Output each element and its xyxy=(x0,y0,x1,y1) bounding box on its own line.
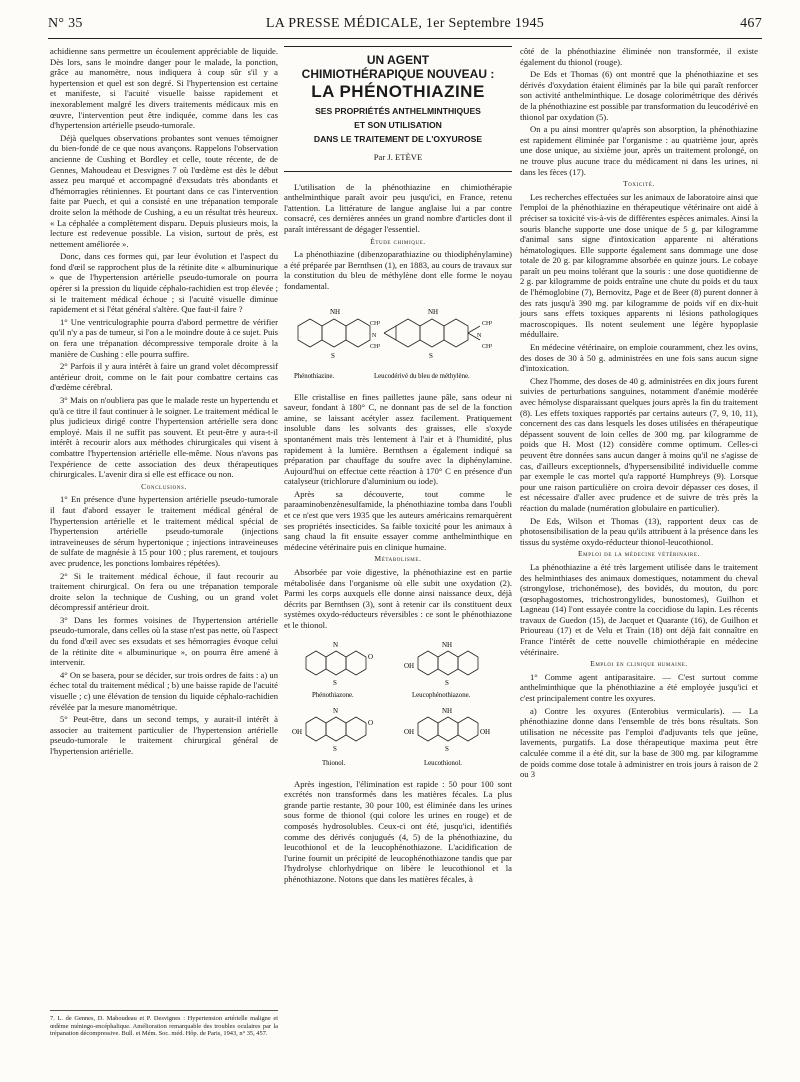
paragraph: Chez l'homme, des doses de 40 g. administrées en dix jours furent suivies de perturbations sanguines, notamment d'anémie modérée avec hémolyse disparaissant quelques jours après la fin du traitement (8). Les effets toxiques rapportés par certains auteurs (7, 9, 10, 11), concernent des cas dans lesquels les doses utilisées en thérapeutique dépassent souvent de loin celles de 300 mg. par kilogramme de poids que H. Most (12) considère comme optimum. Celles-ci peuvent être données sans aucun danger à moins qu'il ne s'agisse de cas, d'ailleurs exceptionnels, d'hypersensibilité individuelle comme par exemple le cas mortel qu'a rapporté Humphreys (9). Lorsque pour une raison particulière on croira devoir dépasser ces doses, il est nécessaire d'aller avec prudence et de suivre de très près la réaction du malade (numération globulaire en particulier). xyxy=(520,375,758,513)
chemical-structures-oxidation-products xyxy=(284,635,512,775)
page-number: 467 xyxy=(740,16,762,31)
svg-text:S: S xyxy=(333,744,337,753)
paragraph: achidienne sans permettre un écoulement appréciable de liquide. Dès lors, sans le moindre danger pour le malade, la ponction, grâce au manomètre, nous indiquera à coup sûr s'il y a hypertension et quel est son degré. Si l'hypertension est certaine et manifeste, si l'acuité visuelle baisse rapidement et inexorablement malgré les divers traitements médicaux mis en œuvre, l'intervention peut être indiquée, comme dans les cas d'hypertension artérielle pseudo-tumorale. xyxy=(50,46,278,131)
svg-text:S: S xyxy=(331,351,335,360)
paragraph: Absorbée par voie digestive, la phénothiazine est en partie métabolisée dans l'organisme où elle subit une oxydation (2). Parmi les corps auxquels elle donne ainsi naissance deux, déjà décrits par Bernthsen (3), sont à retenir car ils constituent deux systèmes oxydo-réducteurs réversibles : ce sont le phénothiazone et le thionol. xyxy=(284,567,512,630)
svg-text:S: S xyxy=(445,744,449,753)
article-author: Par J. ETÈVE xyxy=(373,152,423,162)
journal-title: LA PRESSE MÉDICALE, 1er Septembre 1945 xyxy=(265,16,545,31)
caption-leucoderive: Leucodérivé du bleu de méthylène. xyxy=(374,372,470,380)
paragraph: En médecine vétérinaire, on emploie couramment, chez les ovins, des doses de 30 à 50 g. administrées en une fois sans aucun signe d'intoxication. xyxy=(520,342,758,374)
svg-text:CH³: CH³ xyxy=(370,320,381,327)
paragraph: Déjà quelques observations probantes sont venues témoigner du bien-fondé de ce que nous avançons. Rappelons l'observation ancienne de Cushing et Bordley et celle, toute récente, de de Gennes, Mahoudeau et Desvignes 7 où l'œdème est dès le début assez peu marqué et accompagné d'exsudats très abondants et d'hémorragies rétiniennes. Et pourtant dans ce cas l'intervention faite par Puech, et qui a consisté en une trépanation temporale droite selon la méthode de Cushing, a eu un résultat très heureux. « La céphalée a complètement disparu. Depuis plusieurs mois, la lecture est redevenue possible. La vision, surtout de près, est nettement améliorée ». xyxy=(50,132,278,249)
svg-text:CH³: CH³ xyxy=(482,343,493,350)
svg-text:NH: NH xyxy=(442,706,453,715)
svg-text:O: O xyxy=(368,718,374,727)
svg-text:N: N xyxy=(372,332,377,339)
svg-text:S: S xyxy=(429,351,433,360)
paragraph: 3° Mais on n'oubliera pas que le malade reste un hypertendu et qu'à ce titre il faut continuer à le soigner. Le traitement médical le plus judicieux dirigé contre l'hypertension artérielle sera donc employé. Mais il ne suffit pas souvent. Et peut-être y aura-t-il intérêt à recourir alors aux méthodes chirurgicales qui visent à combattre l'hypertension artérielle elle-même. Nous n'avons pas l'expérience de cette association des deux thérapeutiques chirurgicales. L'avenir dira si elle est efficace ou non. xyxy=(50,395,278,480)
paragraph: De Eds, Wilson et Thomas (13), rapportent deux cas de photosensibilisation de la peau qu'ils attribuent à la présence dans les tissus du système oxydo-réducteur thionol-leucothionol. xyxy=(520,515,758,547)
svg-text:CH³: CH³ xyxy=(482,320,493,327)
paragraph: 1° Comme agent antiparasitaire. — C'est surtout comme anthelminthique que la phénothiazine a été employée jusqu'ici et c'est principalement contre les oxyures. xyxy=(520,671,758,704)
paragraph: Les recherches effectuées sur les animaux de laboratoire ainsi que l'emploi de la phénothiazine en thérapeutique vétérinaire ont aidé à préciser sa toxicité vis-à-vis de différentes espèces animales. Ainsi la souris blanche supporte une dose unique de 5 g. par kilogramme d'animal sans signe d'intoxication apparente ni altérations hématologiques. Elle supporte également sans dommage une dose totale de 20 g. par kilogramme absorbée en quinze jours. Le cobaye paraît un peu moins tolérant que la souris : une dose quotidienne de 2 g. par kilogramme de poids entraîne une chute du poids et du taux de l'hémoglobine (7), Bernovitz, Page et de Beer (8) purent donner à des rats jusqu'à 390 mg. par kilogramme de poids vif en dix-huit jours sans effets toxiques apparents ni lésions pathologiques macroscopiques. Ils notent seulement une légère hypoplasie médullaire. xyxy=(520,191,758,340)
conclusion-item: 2° Si le traitement médical échoue, il faut recourir au traitement chirurgical. On fera ou une trépanation temporale droite selon la technique de Cushing, ou un grand volet décompressif antérieur droit. xyxy=(50,570,278,613)
paragraph: a) Contre les oxyures (Enterobius vermicularis). — La phénothiazine donne dans l'ensemble de très bons résultats. Son utilisation ne nécessite pas l'emploi d'adjuvants tels que jeûne, lavements, purgatifs. La dose thérapeutique maxima peut être calculée comme il a été dit, sur la base de 300 mg. par kilogramme de poids comme dose totale à administrer en trois jours à raison de 2 ou 3 xyxy=(520,705,758,780)
svg-text:OH: OH xyxy=(292,727,303,736)
chemical-structure-phenothiazine xyxy=(284,296,512,388)
svg-text:OH: OH xyxy=(480,727,491,736)
paragraph: La phénothiazine (dibenzoparathiazine ou thiodiphénylamine) a été préparée par Bernthsen (1), en 1883, au cours de travaux sur la constitution du bleu de méthylène dont elle forme le noyau fondamental. xyxy=(284,249,512,291)
svg-text:OH: OH xyxy=(404,661,415,670)
paragraph: Après ingestion, l'élimination est rapide : 50 pour 100 sont excrétés non transformés dans les matières fécales. La plus grande partie restante, 30 pour 100, est éliminée dans les urines sous forme de thionol (qui colore les urines en rouge) et de composés hydrosolubles. Ceux-ci ont été, jusqu'ici, identifiés comme des dérivés conjugués (4, 5) de la phénothiazine, du leucothionol et de la leucophénothiazone. L'acidification de l'urine fournit un précipité de leucophénothiazone tandis que par l'hydrolyse chlorhydrique on libère le leucothionol et la phénothiazone. Notons que dans les matières fécales, à xyxy=(284,778,512,884)
svg-text:S: S xyxy=(445,678,449,687)
page-header xyxy=(48,14,762,36)
conclusion-item: 3° Dans les formes voisines de l'hypertension artérielle pseudo-tumorale, dans celles où la stase n'est pas nette, où l'aspect du fond d'œil avec ses exsudats et ses hémorragies évoque celui de la rétinite dite « albuminurique », on pourra être amené à intervenir. xyxy=(50,614,278,668)
section-heading-etude: Étude chimique. xyxy=(370,236,426,246)
article-title-line1: UN AGENT xyxy=(366,53,430,67)
article-title-block xyxy=(284,46,512,172)
header-rule xyxy=(48,38,762,39)
article-subtitle: DANS LE TRAITEMENT DE L'OXYUROSE xyxy=(313,134,483,144)
conclusion-item: 4° On se basera, pour se décider, sur trois ordres de faits : a) un échec total du traitement médical ; b) une baisse rapide de l'acuité visuelle ; c) une élévation de tension du liquide céphalo-rachidien révélée par la mesure manométrique. xyxy=(50,669,278,712)
column-1 xyxy=(50,46,278,759)
svg-text:NH: NH xyxy=(442,640,453,649)
paragraph: 1° Une ventriculographie pourra d'abord permettre de vérifier qu'il n'y a pas de tumeur, si l'on a le moindre doute à ce sujet. Puis on fera une trépanation décompressive temporale droite à la manière de Cushing : elle pourra suffire. xyxy=(50,316,278,359)
paragraph: côté de la phénothiazine éliminée non transformée, il existe également du thionol (rouge). xyxy=(520,46,758,67)
paragraph: Elle cristallise en fines paillettes jaune pâle, sans odeur ni saveur, fondant à 180° C, ne donnant pas de sel de la fonction amine, se laissant acétyler assez facilement. Pratiquement insoluble dans les solvants des graisses, elle s'oxyde spontanément mais très lentement à l'air et à l'humidité, plus rapidement à la lumière. Bernthsen a également indiqué sa préparation par chauffage du soufre avec la diphénylamine. Aujourd'hui on effectue cette réaction à 170° C en présence d'un catalyseur (trichlorure d'aluminium ou iode). xyxy=(284,391,512,487)
svg-text:S: S xyxy=(333,678,337,687)
caption-thionol: Thionol. xyxy=(322,759,346,767)
svg-text:NH: NH xyxy=(330,307,341,316)
footnote: 7. L. de Gennes, D. Mahoudeau et P. Desvignes : Hypertension artérielle maligne et œdème méningo-encéphalique. Amélioration remarquable des troubles oculaires par la trépanation décompressive. Bull. et Mém. Soc. méd. Hôp. de Paris, 1943, n° 35, 457. xyxy=(50,1010,278,1038)
article-subtitle: ET SON UTILISATION xyxy=(354,120,442,130)
section-heading-clinique: Emploi en clinique humaine. xyxy=(590,659,688,669)
section-heading-conclusions: Conclusions. xyxy=(141,481,187,491)
svg-text:NH: NH xyxy=(428,307,439,316)
article-title-main: LA PHÉNOTHIAZINE xyxy=(311,82,485,101)
section-heading-metabolisme: Métabolisme. xyxy=(374,554,422,564)
paragraph: On a pu ainsi montrer qu'après son absorption, la phénothiazine est rapidement éliminée par l'organisme : au quatrième jour, après une dose unique, au sixième jour, après un traitement prolongé, on ne trouve plus aucune trace du médicament ni dans les urines, ni dans les fèces (17). xyxy=(520,124,758,177)
paragraph: Donc, dans ces formes qui, par leur évolution et l'aspect du fond d'œil se rapprochent plus de la rétinite dite « albuminurique » que de l'hypertension artérielle pseudo-tumorale on pourra opérer si la pression du liquide céphalo-rachidien est trop élevée ; si le traitement médical échoue ; si l'acuité visuelle diminue rapidement et si l'état général s'altère. Que faut-il faire ? xyxy=(50,251,278,315)
paragraph: De Eds et Thomas (6) ont montré que la phénothiazine et ses dérivés d'oxydation étaient éliminés par la bile qui paraît renforcer son activité anthelminthique. Le dosage colorimétrique des dérivés de la phénothiazine est possible par transformation du leucodérivé en thionol par oxydation (5). xyxy=(520,69,758,122)
svg-text:OH: OH xyxy=(404,727,415,736)
svg-text:N: N xyxy=(333,640,339,649)
caption-phenothiazone: Phénothiazone. xyxy=(312,691,354,699)
column-3 xyxy=(520,46,758,782)
caption-leucophenothiazone: Leucophénothiazone. xyxy=(412,691,471,699)
svg-text:CH³: CH³ xyxy=(370,343,381,350)
section-heading-veterinaire: Emploi de la médecine vétérinaire. xyxy=(578,549,700,559)
caption-phenothiazine: Phénothiazine. xyxy=(294,372,335,380)
svg-text:N: N xyxy=(477,332,482,339)
article-subtitle: SES PROPRIÉTÉS ANTHELMINTHIQUES xyxy=(315,106,481,116)
svg-text:N: N xyxy=(333,706,339,715)
caption-leucothionol: Leucothionol. xyxy=(424,759,462,767)
conclusion-item: 5° Peut-être, dans un second temps, y aurait-il intérêt à associer au traitement particulier de l'hypertension artérielle pseudo-tumorale le traitement chirurgical général de l'hypertension artérielle. xyxy=(50,714,278,756)
section-heading-toxicite: Toxicité. xyxy=(623,179,655,189)
paragraph: L'utilisation de la phénothiazine en chimiothérapie anthelminthique paraît avoir peu jusqu'ici, en France, retenu l'attention. La littérature de langue anglaise lui a par contre consacré, ces dernières années un grand nombre d'articles dont il paraît intéressant de dégager l'essentiel. xyxy=(284,181,512,234)
issue-number: N° 35 xyxy=(48,16,83,31)
svg-text:O: O xyxy=(368,652,374,661)
conclusion-item: 1° En présence d'une hypertension artérielle pseudo-tumorale il faut d'abord essayer le traitement médical général de l'hypertension artérielle et le traitement médical spécial de l'hypertension artérielle pseudo-tumorale (injections intraveineuses de sérum hypertonique ; injections intraveineuses de sulfate de magnésie à 15 pour 100 ; plus rarement, et toujours avec prudence, les ponctions lombaires répétées). xyxy=(50,494,278,568)
paragraph: Après sa découverte, tout comme le paraaminobenzènesulfamide, la phénothiazine tomba dans l'oubli et ce n'est que vers 1935 que les auteurs américains remarquèrent ses propriétés insecticides. Sa faible toxicité pour les animaux à sang chaud la fit ensuite essayer comme anthelminthique en médecine vétérinaire puis en clinique humaine. xyxy=(284,488,512,552)
article-title-line2: CHIMIOTHÉRAPIQUE NOUVEAU : xyxy=(301,67,495,81)
column-2 xyxy=(284,46,512,887)
paragraph: 2° Parfois il y aura intérêt à faire un grand volet décompressif antérieur droit, comme on le fait pour combattre certains cas d'œdème cérébral. xyxy=(50,361,278,393)
paragraph: La phénothiazine a été très largement utilisée dans le traitement des helminthiases des animaux domestiques, notamment du cheval (strongylose, trichonémose), des bovidés, du mouton, du porc (œsophagostomes, trichostrongylides, bunostomes), Guilhon et Lagneau (14) l'ont essayée contre la coccidiose du lapin. Les récents travaux de Guedon (15), de Jacquet et Quarante (16), de Guilhon et Prioureau (17) et de Velu et Train (18) ont déjà fait connaître en France l'intérêt de cette nouvelle chimiothérapie en médecine vétérinaire. xyxy=(520,561,758,657)
